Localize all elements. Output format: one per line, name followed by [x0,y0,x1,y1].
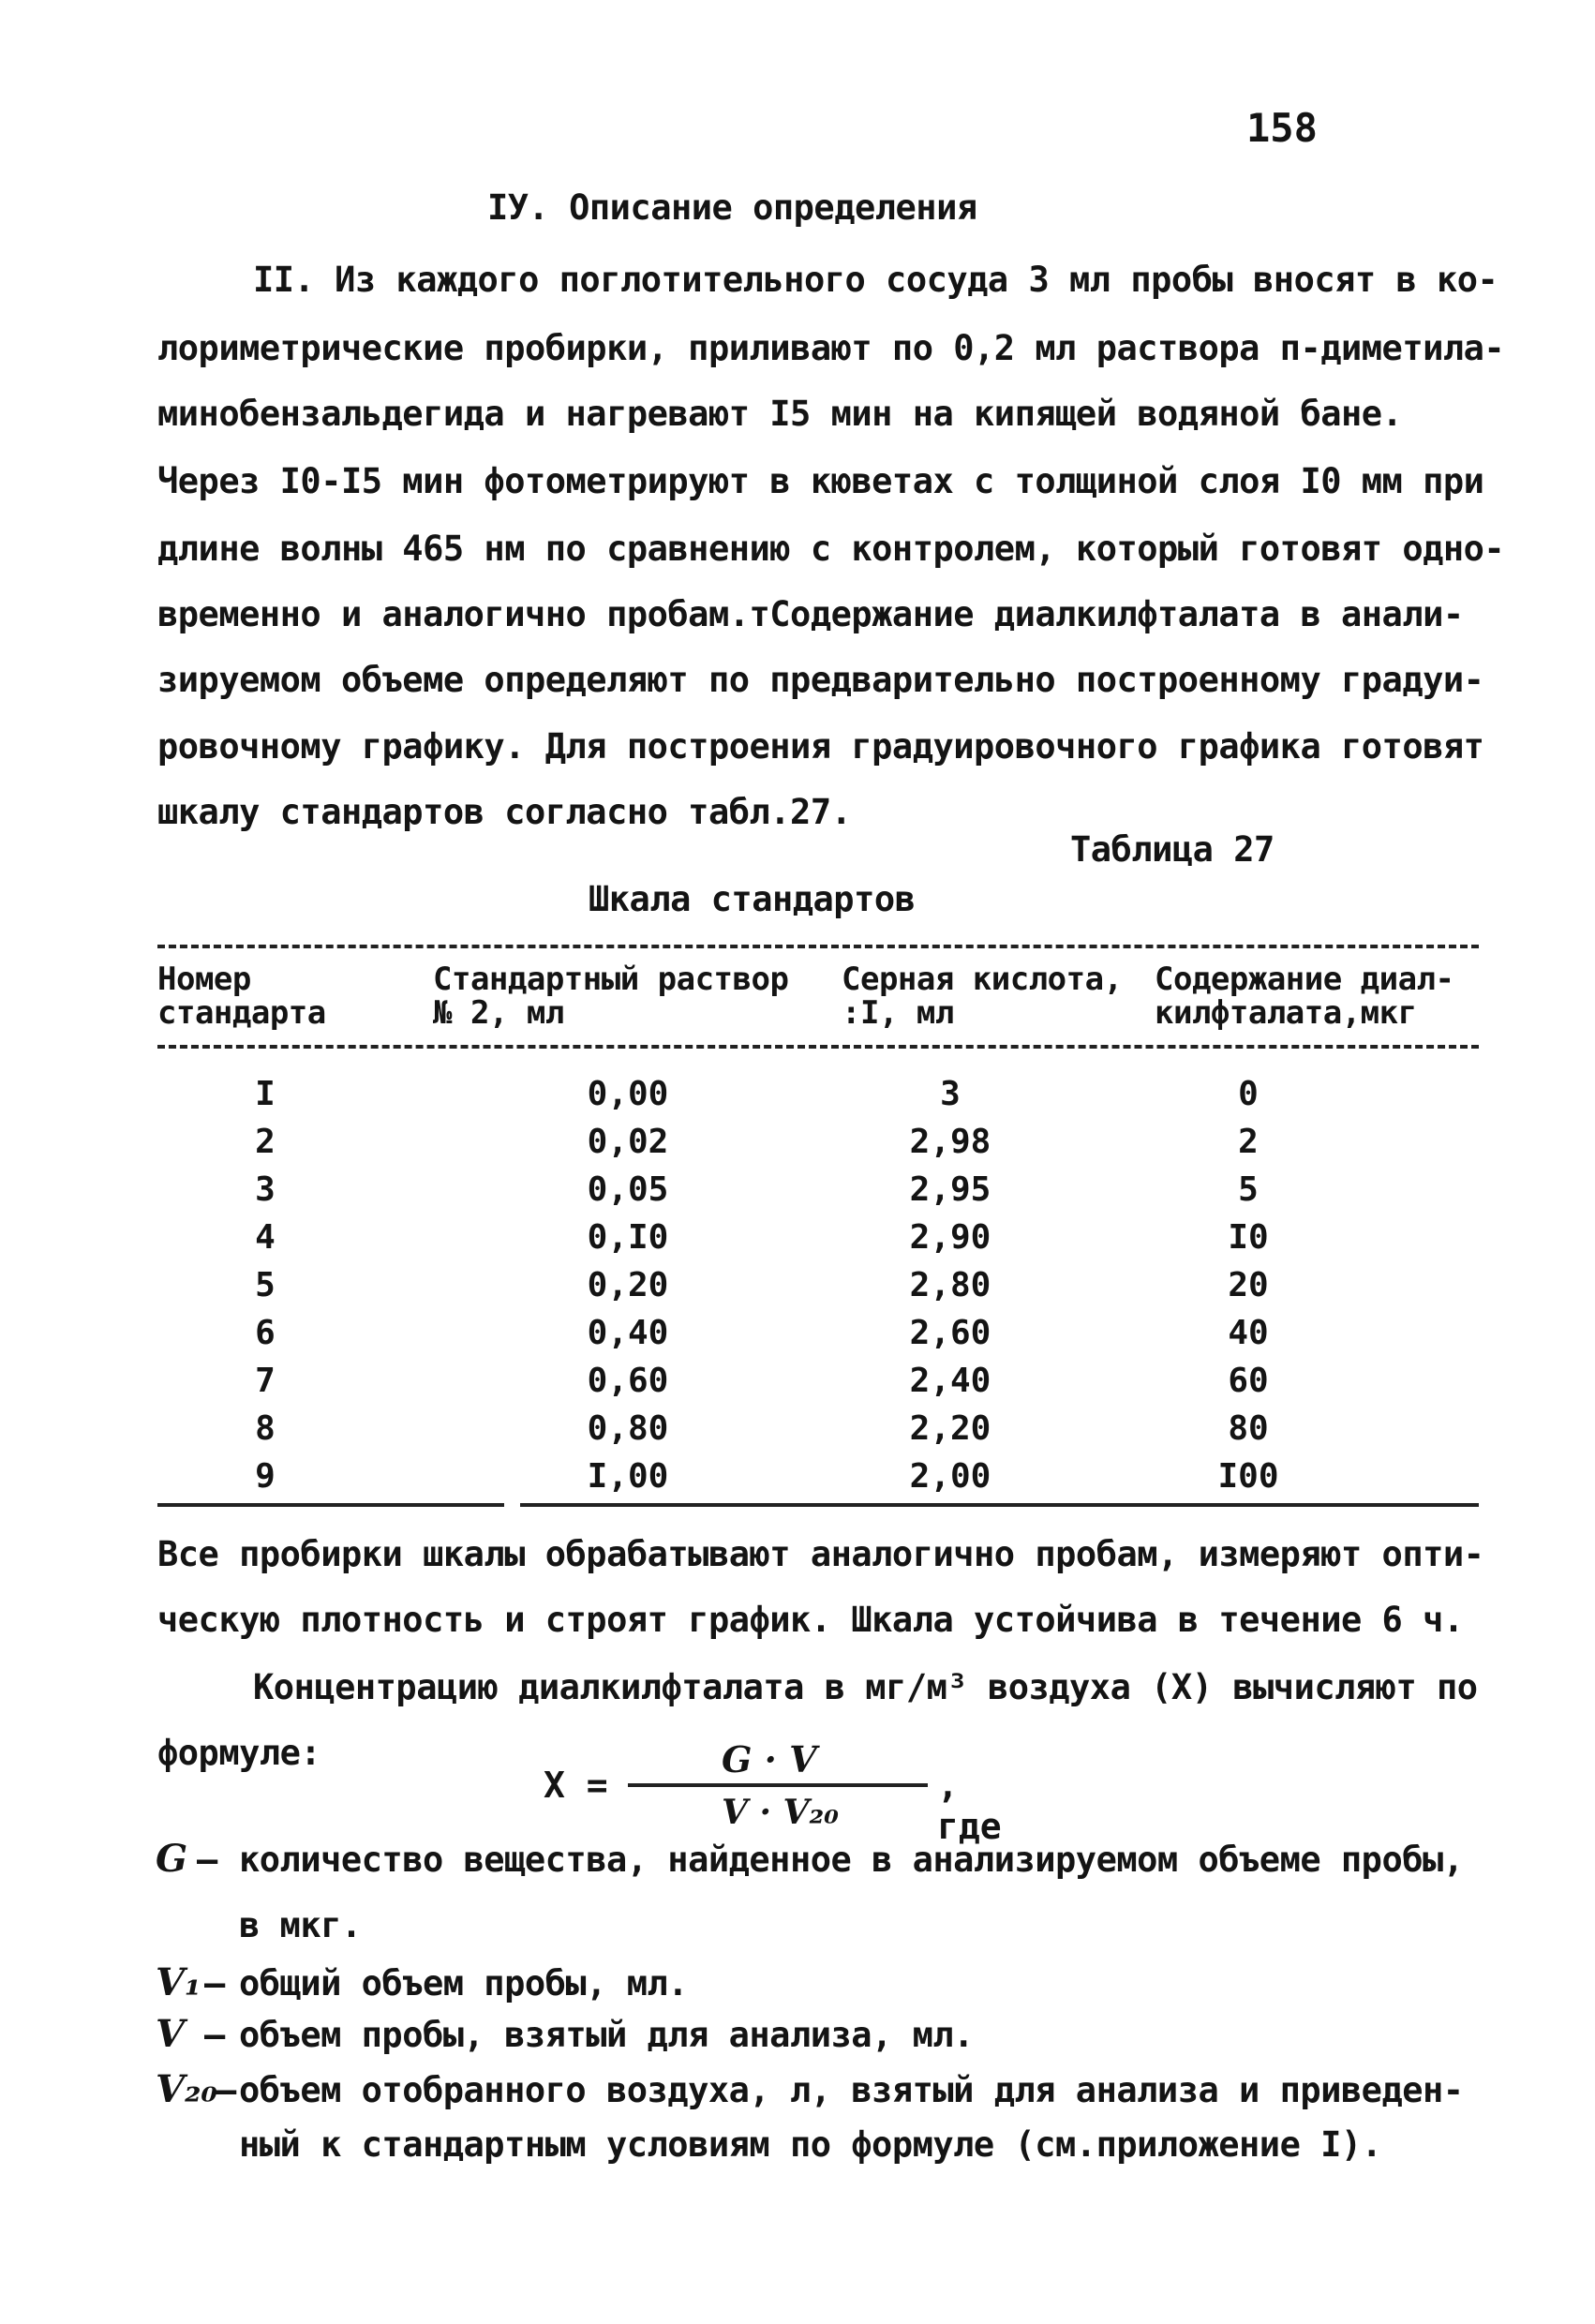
concentration-line: Концентрацию диалкилфталата в мг/м³ воздуха (X) вычисляют по [253,1667,1478,1707]
table-bottom-rule-right [520,1503,1479,1507]
paragraph-line: минобензальдегида и нагревают I5 мин на кипящей водяной бане. [157,394,1403,434]
formula-denominator: V · V₂₀ [722,1793,839,1832]
cell-standard: 0,40 [587,1314,669,1352]
paragraph-line: Через I0-I5 мин фотометрируют в кюветах с толщиной слоя I0 мм при [157,461,1484,501]
cell-standard: 0,80 [587,1409,669,1448]
table-title: Шкала стандартов [589,879,916,919]
formula-intro: формуле: [157,1733,321,1773]
page-number: 158 [1246,105,1318,151]
formula-numerator: G · V [722,1738,817,1780]
table-header-rule [157,1045,1479,1049]
cell-content: 0 [1238,1075,1259,1113]
cell-number: 3 [255,1170,276,1209]
cell-content: 5 [1238,1170,1259,1209]
symbol-g: G [156,1837,188,1881]
table-header-number: Номер стандарта [157,961,326,1032]
definition-dash: – [197,1840,217,1880]
paragraph-line: лориметрические пробирки, приливают по 0,2 мл раствора п-диметила- [157,328,1505,368]
cell-content: I00 [1217,1457,1279,1496]
paragraph-line: длине волны 465 нм по сравнению с контролем, который готовят одно- [157,529,1505,569]
cell-acid: 2,40 [909,1362,991,1400]
cell-acid: 2,60 [909,1314,991,1352]
paragraph-line: шкалу стандартов согласно табл.27. [157,792,852,832]
table-header-content: Содержание диал- килфталата,мкг [1155,961,1454,1032]
cell-number: 4 [255,1218,276,1257]
paragraph-line: зируемом объеме определяют по предварительно построенному градуи- [157,660,1484,700]
cell-content: 60 [1228,1362,1269,1400]
cell-number: 2 [255,1123,276,1161]
definition-text: общий объем пробы, мл. [239,1963,689,2004]
formula-tail: , где [937,1765,1002,1847]
formula [544,1738,1031,1847]
cell-acid: 2,20 [909,1409,991,1448]
definition-dash: – [216,2070,236,2110]
definition-text: объем отобранного воздуха, л, взятый для анализа и приведен- [239,2070,1464,2110]
symbol-v: V [156,2012,186,2056]
cell-acid: 2,95 [909,1170,991,1209]
cell-number: 6 [255,1314,276,1352]
cell-standard: 0,05 [587,1170,669,1209]
cell-standard: 0,I0 [587,1218,669,1257]
table-header-sulfuric-acid: Серная кислота, :I, мл [842,961,1123,1032]
cell-content: 20 [1228,1266,1269,1304]
definition-dash: – [204,1963,225,2004]
cell-acid: 2,98 [909,1123,991,1161]
table-caption: Таблица 27 [1070,829,1275,870]
cell-standard: I,00 [587,1457,669,1496]
paragraph-line: ровочному графику. Для построения градуировочного графика готовят [157,726,1484,767]
cell-number: 7 [255,1362,276,1400]
definition-text: ный к стандартным условиям по формуле (см.приложение I). [239,2124,1382,2165]
table-bottom-rule-left [157,1503,504,1507]
section-title: IУ. Описание определения [487,187,977,228]
cell-standard: 0,02 [587,1123,669,1161]
symbol-v20: V₂₀ [156,2067,218,2111]
paragraph-line: временно и аналогично пробам.тСодержание диалкилфталата в анали- [157,594,1464,634]
cell-content: I0 [1228,1218,1269,1257]
cell-number: I [255,1075,276,1113]
after-table-line: Все пробирки шкалы обрабатывают аналогично пробам, измеряют опти- [157,1534,1484,1574]
after-table-line: ческую плотность и строят график. Шкала устойчива в течение 6 ч. [157,1600,1464,1640]
cell-standard: 0,20 [587,1266,669,1304]
table-header-standard-solution: Стандартный раствор № 2, мл [433,961,789,1032]
formula-fraction-bar [628,1783,928,1787]
definition-text: количество вещества, найденное в анализируемом объеме пробы, [239,1840,1464,1880]
cell-acid: 3 [940,1075,961,1113]
definition-text: объем пробы, взятый для анализа, мл. [239,2015,974,2055]
cell-acid: 2,90 [909,1218,991,1257]
formula-lhs: X = [544,1765,608,1806]
cell-number: 8 [255,1409,276,1448]
cell-acid: 2,00 [909,1457,991,1496]
cell-number: 9 [255,1457,276,1496]
cell-acid: 2,80 [909,1266,991,1304]
cell-standard: 0,00 [587,1075,669,1113]
cell-content: 2 [1238,1123,1259,1161]
cell-number: 5 [255,1266,276,1304]
table-top-rule [157,945,1479,948]
cell-content: 80 [1228,1409,1269,1448]
cell-standard: 0,60 [587,1362,669,1400]
definition-dash: – [204,2015,225,2055]
paragraph-line: II. Из каждого поглотительного сосуда 3 мл пробы вносят в ко- [253,260,1498,300]
symbol-v1: V₁ [156,1960,201,2004]
definition-text: в мкг. [239,1905,362,1945]
cell-content: 40 [1228,1314,1269,1352]
